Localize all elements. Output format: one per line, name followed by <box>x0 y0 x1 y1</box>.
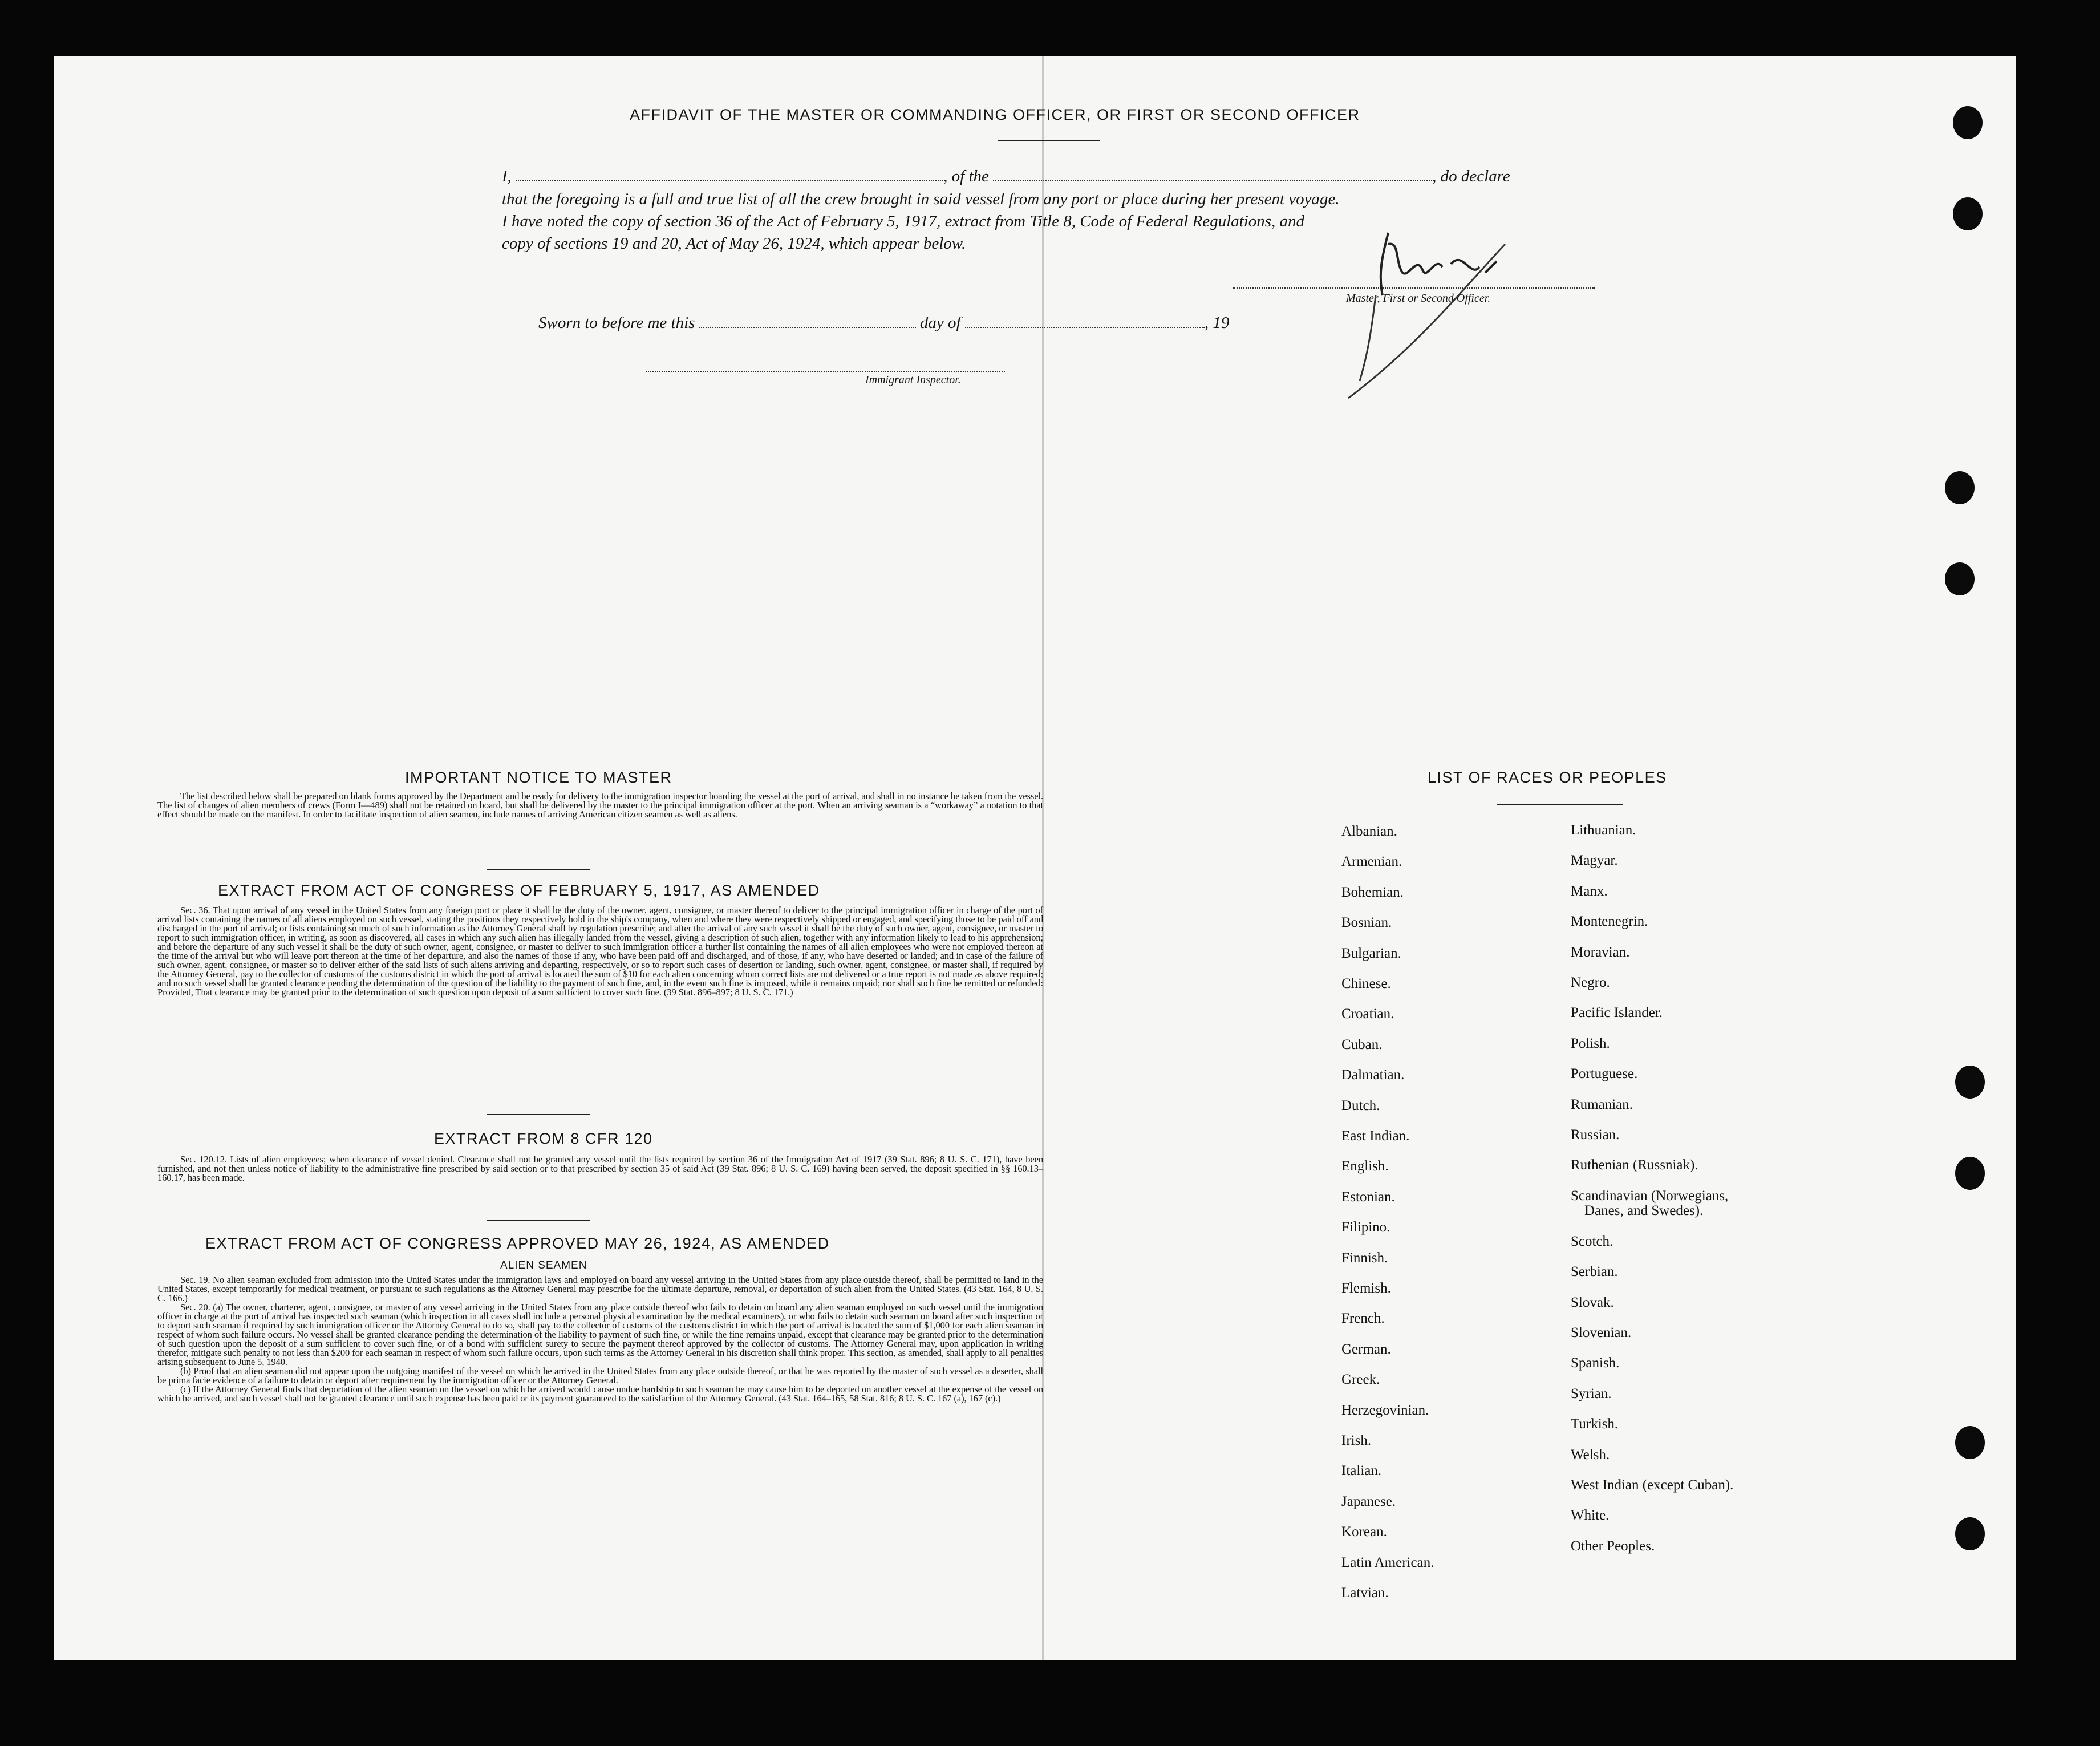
do-declare: , do declare <box>1432 167 1510 185</box>
race-item: Herzegovinian. <box>1341 1402 1429 1418</box>
race-item: German. <box>1341 1341 1391 1357</box>
race-item: Irish. <box>1341 1433 1372 1448</box>
races-rule <box>1497 804 1623 805</box>
race-item: Scandinavian (Norwegians, <box>1571 1188 1729 1204</box>
race-item: English. <box>1341 1158 1389 1174</box>
race-item: Lithuanian. <box>1571 823 1636 838</box>
race-item: Cuban. <box>1341 1036 1383 1052</box>
race-item: Latvian. <box>1341 1585 1389 1601</box>
affidavit-line-2: that the foregoing is a full and true list of all the crew brought in said vessel from any port or place during her present voyage. <box>502 190 1340 208</box>
race-item: Filipino. <box>1341 1220 1390 1235</box>
races-title: LIST OF RACES OR PEOPLES <box>1428 769 1667 786</box>
sec-20a-paragraph: Sec. 20. (a) The owner, charterer, agent, consignee, or master of any vessel arriving in the United States from any place outside thereof who fails to detain on board any alien seaman employed on such vessel until the immigration officer in charge at the port of arrival has inspected such seaman (which inspection in all cases shall include a personal physical examination by the medical examiners), or who fails to detain such seaman on board after such inspection or to deport such seaman if required by such immigration officer or the Attorney General to do so, shall pay to the collector of customs of the customs district in which the port of arrival is located the sum of $1,000 for each alien seaman in respect of whom such failure occurs. No vessel shall be granted clearance pending the determination of the liability to payment of such fine, or while the fine remains unpaid, except that clearance may be granted prior to the determination of such question upon the deposit of a sum sufficient to cover such fine, or of a bond with sufficient surety to secure the payment thereof approved by the collector of customs. The Attorney General may, upon application in writing therefor, mitigate such penalty to not less than $200 for each seaman in respect of whom such failure occurs, upon such terms as the Attorney General in his discretion shall think proper. This section, as amended, shall apply to all penalties arising subsequent to June 5, 1940. <box>157 1302 1043 1367</box>
race-item: Finnish. <box>1341 1250 1388 1266</box>
extract-cfr-text <box>157 1155 1043 1182</box>
extract-1924-text <box>157 1275 1043 1403</box>
race-item: Montenegrin. <box>1571 914 1648 930</box>
race-item: Bosnian. <box>1341 915 1392 931</box>
race-item: Manx. <box>1571 883 1608 899</box>
race-item: Latin American. <box>1341 1554 1434 1570</box>
affidavit-line-3: I have noted the copy of section 36 of the Act of February 5, 1917, extract from Title 8, Code of Federal Regulations, and <box>502 212 1305 230</box>
sworn-month-field[interactable] <box>965 326 1205 328</box>
race-item: West Indian (except Cuban). <box>1571 1477 1734 1493</box>
extract-1917-text <box>157 906 1043 997</box>
punch-hole <box>1955 1517 1985 1550</box>
page-fold <box>1042 56 1044 1660</box>
year-prefix: , 19 <box>1204 314 1230 332</box>
punch-hole <box>1945 562 1975 595</box>
signature-scrawl <box>1246 210 1565 415</box>
race-item: Korean. <box>1341 1524 1387 1540</box>
race-item: French. <box>1341 1311 1385 1327</box>
of-the: , of the <box>943 167 989 185</box>
notice-text <box>157 792 1043 819</box>
master-caption: Master, First or Second Officer. <box>1346 292 1491 305</box>
notice-title: IMPORTANT NOTICE TO MASTER <box>405 769 672 786</box>
name-field[interactable] <box>516 180 943 181</box>
race-item: White. <box>1571 1508 1610 1524</box>
form-sheet <box>54 56 2016 1660</box>
race-item: Ruthenian (Russniak). <box>1571 1157 1698 1173</box>
affidavit-title: AFFIDAVIT OF THE MASTER OR COMMANDING OFFICER, OR FIRST OR SECOND OFFICER <box>630 106 1360 123</box>
punch-hole <box>1955 1157 1985 1190</box>
race-item: Chinese. <box>1341 976 1391 991</box>
punch-hole <box>1953 106 1983 139</box>
extract-1917-title: EXTRACT FROM ACT OF CONGRESS OF FEBRUARY 5, 1917, AS AMENDED <box>218 882 820 899</box>
punch-hole <box>1955 1426 1985 1459</box>
race-item: Serbian. <box>1571 1264 1618 1280</box>
extract-1917-rule <box>487 1114 590 1115</box>
punch-hole <box>1945 471 1975 504</box>
day-of: day of <box>919 314 961 332</box>
inspector-signature-line[interactable] <box>646 371 1005 372</box>
sworn-day-field[interactable] <box>699 326 916 328</box>
race-item: Polish. <box>1571 1035 1610 1051</box>
race-item: Portuguese. <box>1571 1066 1638 1082</box>
punch-hole <box>1955 1066 1985 1099</box>
sec-36-paragraph: Sec. 36. That upon arrival of any vessel in the United States from any foreign port or place it shall be the duty of the owner, agent, consignee, or master thereof to deliver to the principal immigration officer in charge of the port of arrival lists containing the names of all aliens employed on such vessel, stating the positions they respectively hold in the ship's company, when and where they were respectively shipped or engaged, and specifying those to be paid off and discharged in the port of arrival; or lists containing so much of such information as the Attorney General shall by regulation prescribe; and after the arrival of any such vessel it shall be the duty of such owner, agent, consignee, or master to report to such immigration officer, in writing, as soon as discovered, all cases in which any such alien has illegally landed from the vessel, giving a description of such alien, together with any information likely to lead to his apprehension; and before the departure of any such vessel it shall be the duty of such owner, agent, consignee, or master to deliver to such immigration officer a further list containing the names of all alien employees who were not employed thereon at the time of the arrival but who will leave port thereon at the time of her departure, and also the names of those if any, who have been paid off and discharged, and of those, if any, who have deserted or landed; and in case of the failure of such owner, agent, consignee, or master so to deliver either of the said lists of such aliens arriving and departing, respectively, or so to report such cases of desertion or landing, such owner, agent, consignee, or master shall, if required by the Attorney General, pay to the collector of customs of the customs district in which the port of arrival is located the sum of $10 for each alien concerning whom correct lists are not delivered or a true report is not made as above required; and no such vessel shall be granted clearance pending the determination of the question of the liability to the payment of such fine, and, in the event such fine is imposed, while it remains unpaid; nor shall such fine be remitted or refunded: Provided, That clearance may be granted prior to the determination of such question upon deposit of a sum sufficient to cover such fine. (39 Stat. 896–897; 8 U. S. C. 171.) <box>157 905 1043 998</box>
race-item: Bohemian. <box>1341 884 1404 900</box>
notice-rule <box>487 869 590 870</box>
race-item: Armenian. <box>1341 854 1402 870</box>
race-item: Welsh. <box>1571 1447 1610 1463</box>
race-item: Moravian. <box>1571 944 1630 960</box>
punch-hole <box>1953 197 1983 230</box>
race-item: Pacific Islander. <box>1571 1005 1663 1021</box>
extract-cfr-title: EXTRACT FROM 8 CFR 120 <box>434 1130 653 1147</box>
race-item: Dalmatian. <box>1341 1067 1405 1083</box>
sec-20c-paragraph: (c) If the Attorney General finds that deportation of the alien seaman on the vessel on which he arrived would cause undue hardship to such seaman he may cause him to be deported on another vessel at the expense of the vessel on which he arrived, and such vessel shall not be granted clearance until such expense has been paid or its payment guaranteed to the satisfaction of the Attorney General. (43 Stat. 164–165, 58 Stat. 816; 8 U. S. C. 167 (a), 167 (c).) <box>157 1384 1043 1404</box>
race-item: Bulgarian. <box>1341 945 1401 961</box>
race-item: Scotch. <box>1571 1233 1613 1249</box>
extract-cfr-rule <box>487 1220 590 1221</box>
sec-20b-paragraph: (b) Proof that an alien seaman did not appear upon the outgoing manifest of the vessel on which he arrived in the United States from any place outside thereof, or that he was reported by the master of such vessel as a deserter, shall be prima facie evidence of a failure to detain or deport after requirement by the immigration officer or the Attorney General. <box>157 1366 1043 1386</box>
vessel-field[interactable] <box>993 180 1432 181</box>
race-item: Turkish. <box>1571 1416 1619 1432</box>
race-item: Croatian. <box>1341 1006 1394 1022</box>
race-item: Flemish. <box>1341 1281 1391 1296</box>
race-item: Italian. <box>1341 1463 1382 1479</box>
title-rule <box>998 140 1100 141</box>
inspector-caption: Immigrant Inspector. <box>865 374 961 386</box>
race-item: Slovenian. <box>1571 1325 1632 1340</box>
race-item: East Indian. <box>1341 1128 1410 1144</box>
race-item: Slovak. <box>1571 1294 1614 1310</box>
race-item: Other Peoples. <box>1571 1538 1655 1554</box>
affidavit-line-4: copy of sections 19 and 20, Act of May 26, 1924, which appear below. <box>502 234 966 253</box>
race-item: Rumanian. <box>1571 1096 1633 1112</box>
race-item: Dutch. <box>1341 1097 1380 1113</box>
race-item: Russian. <box>1571 1127 1620 1143</box>
sworn-prefix: Sworn to before me this <box>538 314 695 332</box>
race-item: Magyar. <box>1571 853 1618 869</box>
race-item: Syrian. <box>1571 1386 1612 1401</box>
declare-line <box>502 167 1510 186</box>
notice-paragraph: The list described below shall be prepared on blank forms approved by the Department and be ready for delivery to the immigration inspector boarding the vessel at the port of arrival, and shall in no instance be taken from the vessel. The list of changes of alien members of crews (Form I—489) shall not be retained on board, but shall be delivered by the master to the principal immigration officer at the port. When an arriving seaman is a “workaway” a notation to that effect should be made on the manifest. In order to facilitate inspection of alien seamen, include names of arriving American citizen seamen as well as aliens. <box>157 791 1043 820</box>
race-item: Estonian. <box>1341 1189 1395 1205</box>
declare-i: I, <box>502 167 512 185</box>
sworn-line <box>538 314 1229 333</box>
sec-19-paragraph: Sec. 19. No alien seaman excluded from admission into the United States under the immigration laws and employed on board any vessel arriving in the United States from any place outside thereof, shall be permitted to land in the United States, except temporarily for medical treatment, or pursuant to such regulations as the Attorney General may prescribe for the ultimate departure, removal, or deportation of such alien from the United States. (43 Stat. 164, 8 U. S. C. 166.) <box>157 1274 1043 1303</box>
race-item: Japanese. <box>1341 1493 1396 1509</box>
sec-120-paragraph: Sec. 120.12. Lists of alien employees; when clearance of vessel denied. Clearance shall not be granted any vessel until the lists required by section 36 of the Immigration Act of 1917 (39 Stat. 896; 8 U. S. C. 171), have been furnished, and not then unless notice of liability to the administrative fine prescribed by said section or to that prescribed by section 35 of said Act (39 Stat. 896; 8 U. S. C. 169) having been served, the deposit specified in §§ 160.13–160.17, has been made. <box>157 1154 1043 1183</box>
alien-seamen-subtitle: ALIEN SEAMEN <box>500 1259 587 1271</box>
extract-1924-title: EXTRACT FROM ACT OF CONGRESS APPROVED MAY 26, 1924, AS AMENDED <box>205 1235 830 1252</box>
race-item: Spanish. <box>1571 1355 1620 1371</box>
race-item: Negro. <box>1571 975 1610 990</box>
race-item: Albanian. <box>1341 824 1397 839</box>
race-item: Greek. <box>1341 1372 1380 1388</box>
race-item: Danes, and Swedes). <box>1584 1202 1704 1218</box>
